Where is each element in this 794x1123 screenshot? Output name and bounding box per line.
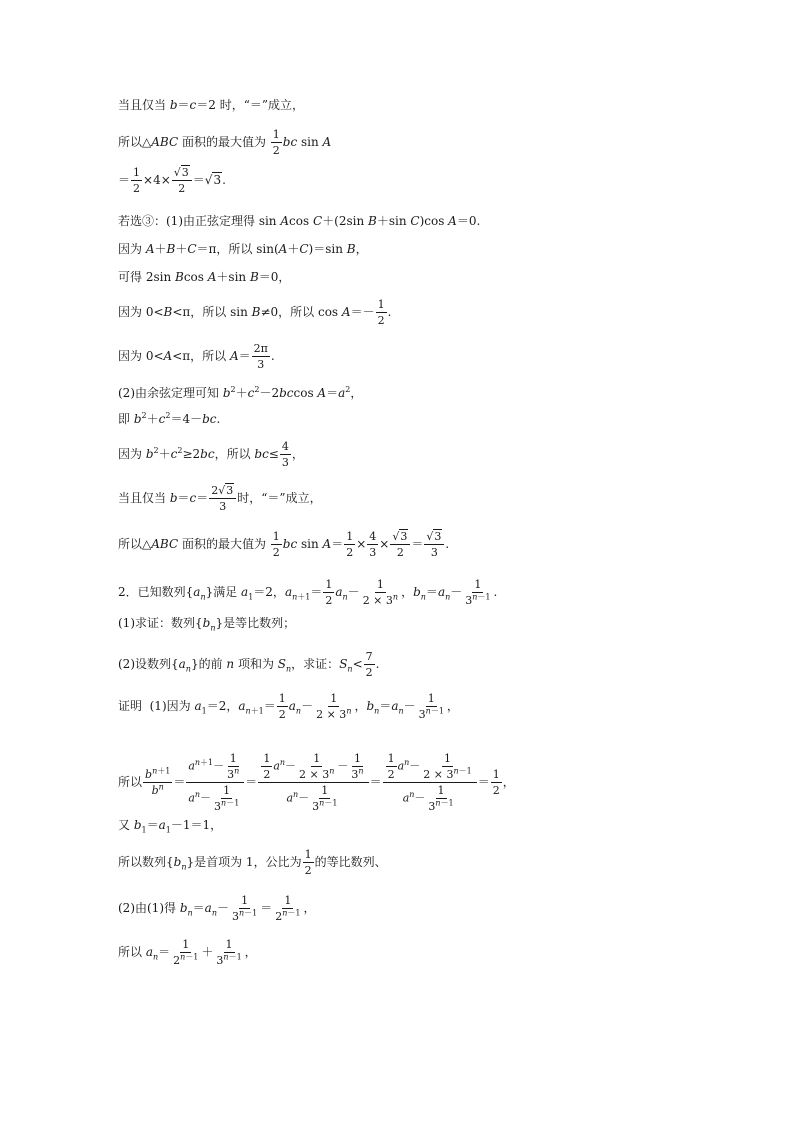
problem-2-part-2: (2)设数列$\{a_n\}$的前 n 项和为 $S_n$，求证：$S_n<$ $\frac{7}{2}$ . xyxy=(118,650,380,679)
text-line-4: 若选③：(1)由正弦定理得 sin Acos C＋(2sin B＋sin C)cos A＝0. xyxy=(118,214,481,228)
text-line-2: 所以△ABC 面积的最大值为 $\frac{1}{2}$ bc sin A xyxy=(118,128,332,157)
text-line-5: 因为 A＋B＋C＝π，所以 sin(A＋C)＝sin B， xyxy=(118,242,368,256)
problem-2-part-1: (1)求证：数列$\{b_n\}$是等比数列； xyxy=(118,616,296,633)
text-line-6: 可得 2sin Bcos A＋sin B＝0， xyxy=(118,270,291,284)
proof-line-5: (2)由(1)得 $b_n=a_n-$ $\frac{1}{3^{n-1}}$ ＝ $\frac{1}{2^{n-1}}$ ， xyxy=(118,894,316,923)
text-line-13: 所以△ABC 面积的最大值为 $\frac{1}{2}$ bc sin A＝ $\frac{1}{2}$ × $\frac{4}{3}$ × $\frac{√3}{2}$ ＝ $\frac{√3}{3}$ . xyxy=(118,530,450,559)
text-line-12: 当且仅当 b＝c＝ $\frac{2√3}{3}$ 时，“＝”成立， xyxy=(118,484,322,513)
proof-line-4: 所以数列$\{b_n\}$是首项为 1，公比为 $\frac{1}{2}$ 的等比数列、 xyxy=(118,848,387,877)
proof-line-3: 又 $b_1=a_1-1=1$， xyxy=(118,818,223,835)
text-line-3: ＝ $\frac{1}{2}$ ×4× $\frac{√3}{2}$ ＝√3. xyxy=(118,166,226,195)
proof-line-6: 所以 $a_n=$ $\frac{1}{2^{n-1}}$ ＋ $\frac{1}{3^{n-1}}$ ， xyxy=(118,938,257,967)
text-line-8: 因为 0<A<π，所以 A＝ $\frac{2\pi}{3}$ . xyxy=(118,342,275,371)
text-line-11: 因为 $b^2+c^2\ge 2bc$，所以 bc≤ $\frac{4}{3}$ ， xyxy=(118,440,304,469)
text-line-9: (2)由余弦定理可知 $b^2+c^2-2bccos$ $A=a^2$， xyxy=(118,385,363,400)
problem-2-statement: 2．已知数列$\{a_n\}$满足 $a_1=2$，$a_{n+1}=$ $\frac{1}{2}$ $a_n-$ $\frac{1}{2 \times 3^n}$ ，$b_n=a_n-$ $\frac{1}{3^{n-1}}$ . xyxy=(118,578,498,607)
proof-line-1: 证明 (1)因为 $a_1=2$，$a_{n+1}=$ $\frac{1}{2}$ $a_n-$ $\frac{1}{2 \times 3^n}$ ，$b_n=a_n-$ $\frac{1}{3^{n-1}}$ ， xyxy=(118,692,459,721)
text-line-7: 因为 0<B<π，所以 sin B≠0，所以 cos A＝－ $\frac{1}{2}$ . xyxy=(118,298,392,327)
proof-ratio-line: 所以 $\frac{b^{n+1}}{b^n}$ ＝ $a^{n+1}-$ $\frac{1}{3^n}$ $a^n-$ $\frac{1}{3^{n-1}}$ ＝ $\frac{1}{2}$ $a^n-$ $\frac{1}{2 \times 3^n}$ － $\frac{1}{3^n}$ $a^n-$ $\frac{1}{3^{n-1}}$ ＝ $\frac{1}{2}$ $a^n-$ $\frac{1}{2 \times 3^{n-1}}$ $a^n-$ $\frac{1}{3^{n-1}}$ ＝ $\frac{1}{2}$ ， xyxy=(118,752,515,813)
text-line-10: 即 $b^2+c^2=4-bc$. xyxy=(118,411,221,426)
text-line-1: 当且仅当 b＝c＝2 时，“＝”成立， xyxy=(118,98,304,112)
